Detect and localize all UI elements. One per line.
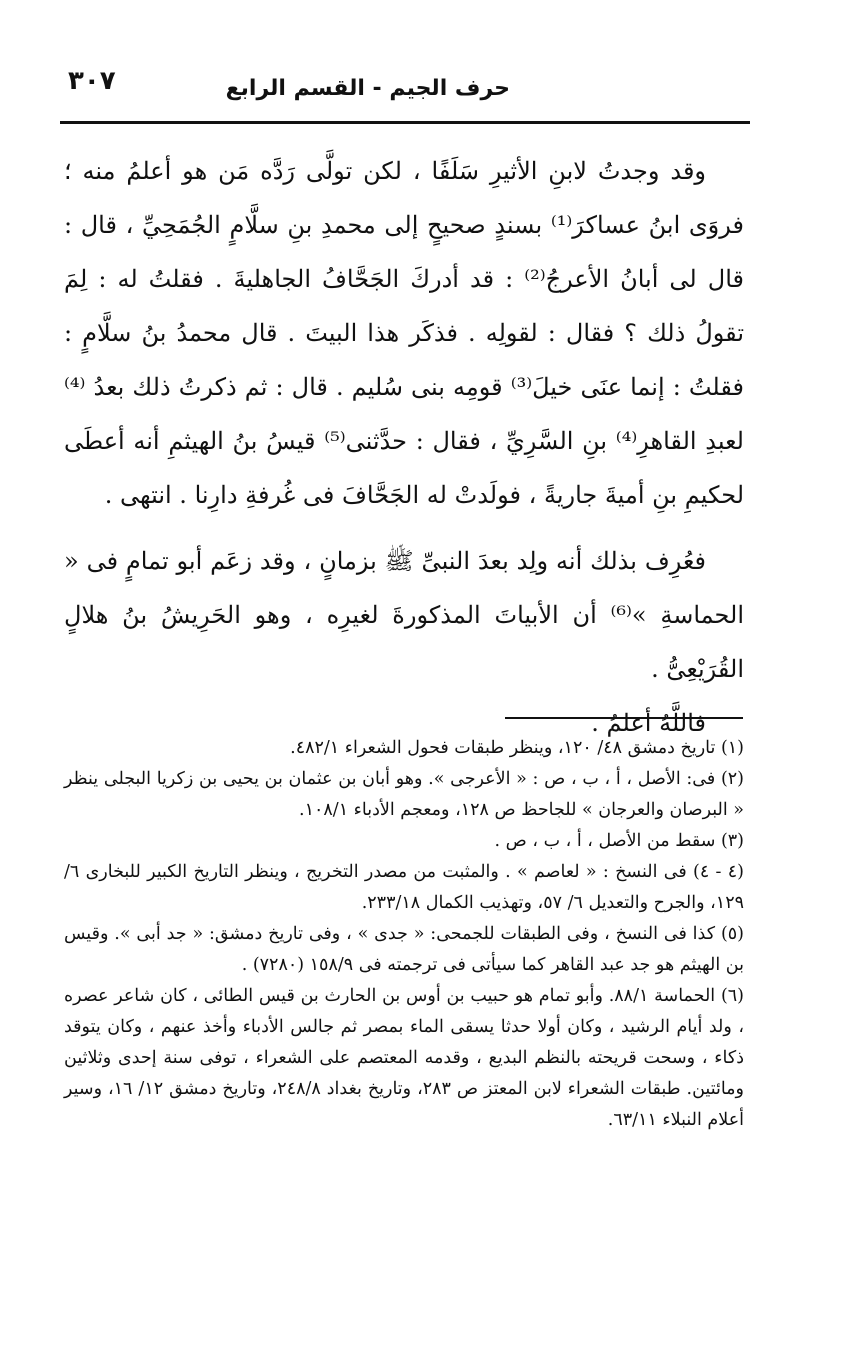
closing-line: فاللَّهُ أعلمُ . <box>591 709 706 737</box>
footnote-text: الحماسة ٨٨/١. وأبو تمام هو حبيب بن أوس بن الحارث بن قيس الطائى ، كان شاعر عصره ، ولد أيام الرشيد ، وكان أولا حدثا يسقى الماء بمصر ثم جالس الأدباء وأخذ عنهم ، وكان يتوقد ذكاء ، وسحت قريحته بالنظم البديع ، وقدمه المعتصم على الشعراء ، توفى سنة إحدى وثلاثين ومائتين. طبقات الشعراء لابن المعتز ص ٢٨٣، وتاريخ بغداد ٢٤٨/٨، وتاريخ دمشق ١٢/ ١٦، وسير أعلام النبلاء ٦٣/١١. <box>64 986 745 1130</box>
page-header <box>60 62 750 120</box>
footnote-text: سقط من الأصل ، أ ، ب ، ص . <box>494 831 716 851</box>
paragraph: فعُرِف بذلك أنه ولِد بعدَ النبىِّ ﷺ بزمانٍ ، وقد زعَم أبو تمامٍ فى « الحماسةِ »⁽⁶⁾ أن الأبياتَ المذكورةَ لغيرِه ، وهو الحَرِيشُ بنُ هلالٍ القُرَيْعِىُّ . <box>64 547 745 683</box>
footnote-text: فى: الأصل ، أ ، ب ، ص : « الأعرجى ». وهو أبان بن عثمان بن يحيى بن زكريا البجلى ينظر « البرصان والعرجان » للجاحظ ص ١٢٨، ومعجم الأدباء ١٠٨/١. <box>64 769 744 820</box>
footnote-number: (٣) <box>720 831 744 851</box>
footnote-text: تاريخ دمشق ٤٨/ ١٢٠، وينظر طبقات فحول الشعراء ٤٨٢/١. <box>290 738 716 758</box>
footnote-separator <box>505 717 743 719</box>
header-rule <box>60 121 750 124</box>
main-text <box>64 144 744 750</box>
paragraph: وقد وجدتُ لابنِ الأثيرِ سَلَفًا ، لكن تولَّى رَدَّه مَن هو أعلمُ منه ؛ فروَى ابنُ عساكرَ⁽¹⁾ بسندٍ صحيحٍ إلى محمدِ بنِ سلَّامٍ الجُمَحِيِّ ، قال : قال لى أبانُ الأعرجُ⁽²⁾ : قد أدركَ الجَحَّافُ الجاهليةَ . فقلتُ له : لِمَ تقولُ ذلك ؟ فقال : لقولِه . فذكَر هذا البيتَ . قال محمدُ بنُ سلَّامٍ : فقلتُ : إنما عنَى خيلَ⁽³⁾ قومِه بنى سُليم . قال : ثم ذكرتُ ذلك بعدُ ⁽⁴⁾لعبدِ القاهرِ⁽⁴⁾ بنِ السَّرِيِّ ، فقال : حدَّثنى⁽⁵⁾ قيسُ بنُ الهيثمِ أنه أعطَى لحكيمِ بنِ أميةَ جاريةً ، فولَدتْ له الجَحَّافَ فى غُرفةِ دارِنا . انتهى . <box>64 157 744 509</box>
footnote <box>64 981 744 1136</box>
running-title: حرف الجيم - القسم الرابع <box>225 76 510 101</box>
footnote-number: (١) <box>720 738 744 758</box>
footnote <box>64 733 744 764</box>
footnote-text: كذا فى النسخ ، وفى الطبقات للجمحى: « جدى » ، وفى تاريخ دمشق: « جد أبى ». وقيس بن الهيثم هو جد عبد القاهر كما سيأتى فى ترجمته فى ١٥٨/٩ (٧٢٨٠) . <box>64 924 744 975</box>
footnote <box>64 857 744 919</box>
footnote-number: (٦) <box>720 986 744 1006</box>
footnote-number: (٢) <box>720 769 744 789</box>
page-number: ٣٠٧ <box>68 66 116 96</box>
footnote-number: (٥) <box>720 924 744 944</box>
footnote-number: (٤ - ٤) <box>693 862 744 882</box>
footnote <box>64 764 744 826</box>
footnote-text: فى النسخ : « لعاصم » . والمثبت من مصدر التخريج ، وينظر التاريخ الكبير للبخارى ٦/ ١٢٩، والجرح والتعديل ٦/ ٥٧، وتهذيب الكمال ٢٣٣/١٨. <box>64 862 744 913</box>
footnotes <box>64 733 744 1136</box>
footnote <box>64 919 744 981</box>
footnote <box>64 826 744 857</box>
